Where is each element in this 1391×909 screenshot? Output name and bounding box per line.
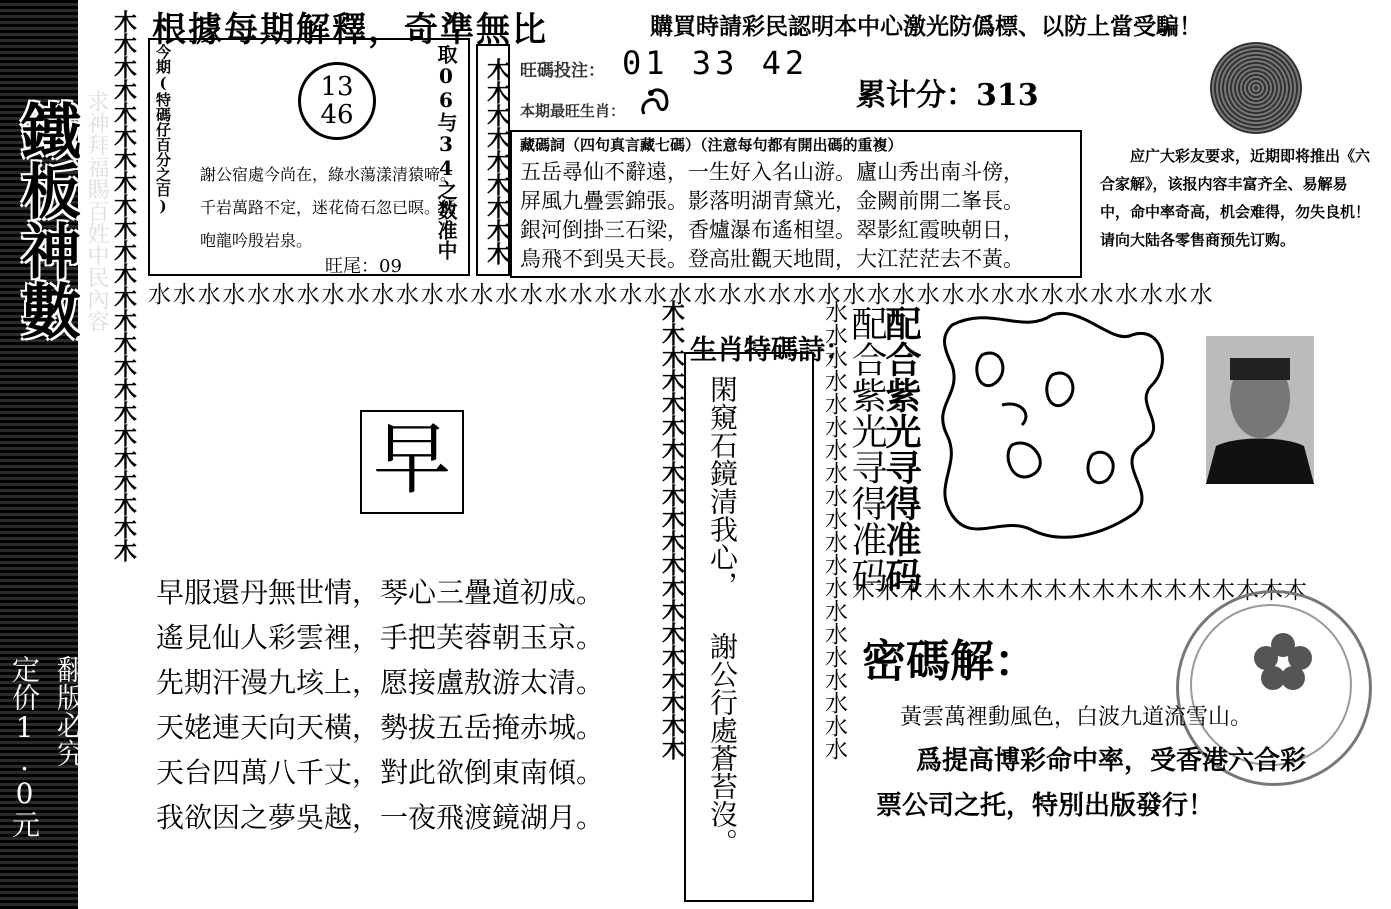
hidden-verse-line: 屏風九疊雲錦張。影落明湖青黛光，金闕前開二峯長。 (520, 189, 1024, 213)
wood-column-mid: 木木木木木木木木木 (476, 44, 510, 276)
hidden-verse-line: 銀河倒掛三石梁，香爐瀑布遙相望。翠影紅霞映朝日， (520, 218, 1024, 242)
poem-line: 天台四萬八千丈，對此欲倒東南傾。 (156, 756, 605, 789)
advertisement-text: 应广大彩友要求，近期即将推出《六合家解》，该报内容丰富齐全、易解易中，命中率奇高，机会难得，勿失良机！请向大陆各零售商预先订购。 (1100, 147, 1371, 249)
squiggle-map-image (932, 305, 1182, 560)
code-label: 旺碼投注： (520, 61, 605, 81)
header-slogan: 根據每期解釋，奇準無比 (152, 10, 548, 50)
code-numbers: 01 33 42 (622, 44, 809, 82)
laser-seal-image (1210, 42, 1302, 134)
hidden-code-title: 藏碼詞（四句真言藏七碼）（注意每句都有開出碼的重複） (520, 136, 903, 154)
poem-line: 我欲因之夢吳越，一夜飛渡鏡湖月。 (156, 801, 605, 834)
zodiac-label: 本期最旺生肖： (520, 102, 626, 120)
zodiac-poem-title: 生肖特碼詩： (690, 335, 852, 366)
purple-light-hint-2: 配合紫光寻得准码 (880, 305, 922, 593)
poem-line: 早服還丹無世情，琴心三疊道初成。 (156, 576, 605, 609)
zodiac-poem (700, 375, 744, 856)
poem-line: 先期汗漫九垓上，愿接盧敖游太清。 (156, 666, 605, 699)
zodiac-poem-col1: 閑窺石鏡清我心， (706, 375, 739, 599)
circle-number-bottom: 46 (320, 100, 354, 130)
secret-code-title: 密碼解： (862, 636, 1038, 687)
hidden-verse-line: 五岳尋仙不辭遠，一生好入名山游。廬山秀出南斗傍， (520, 160, 1024, 184)
banner-title: 鐵板神數 (11, 100, 81, 340)
main-poem (156, 570, 656, 840)
poem-line: 天姥連天向天橫，勢拔五岳掩赤城。 (156, 711, 605, 744)
header-warning: 購買時請彩民認明本中心激光防僞標、以防上當受騙！ (650, 14, 1202, 40)
circle-number-top: 13 (320, 72, 354, 102)
secret-code-verse: 黃雲萬裡動風色，白波九道流雪山。 (900, 705, 1253, 730)
publish-statement-1: 爲提高博彩命中率，受香港六合彩 (916, 746, 1307, 776)
total-score: 累计分：313 (856, 78, 1039, 113)
wood-column-left: 木木木木木木木木木木木木木木木木木木木木木木木木 (110, 10, 137, 562)
zodiac-poem-col2: 謝公行處蒼苔沒。 (706, 632, 739, 856)
price-label: 定价1.0元 (8, 655, 41, 838)
banner-subtitle: 求神拜福賜百姓中民內容 (84, 90, 109, 332)
water-row-top: 水水水水水水水水水水水水水水水水水水水水水水水水水水水水水水水水水水水水水水水水水水水 (148, 282, 1215, 308)
top-left-poem: 謝公宿處今尚在，綠水蕩漾清猿啼。千岩萬路不定，迷花倚石忽已暝。熊咆龍吟殷岩泉。 (200, 165, 457, 250)
snake-icon (636, 84, 676, 124)
special-code-label: 今期(特碼仔百分之百) (154, 44, 172, 215)
big-character-box: 早 (360, 410, 464, 514)
water-column: 水水水水水水水水水水水水水水水水水水水水 (821, 300, 847, 760)
lucky-tail: 旺尾：09 (325, 256, 402, 277)
person-photo (1206, 336, 1314, 484)
poem-line: 遙見仙人彩雲裡，手把芙蓉朝玉京。 (156, 621, 605, 654)
copyright-label: 翻版必究 (53, 655, 86, 767)
hidden-verse-line: 鳥飛不到吳天長。登高壯觀天地間，大江茫茫去不黃。 (520, 247, 1024, 271)
wood-row: 木木木木木木木木木木木木木木木木木木木 (852, 578, 1308, 604)
purple-light-hint-1: 配合紫光寻得准码 (846, 305, 887, 593)
hidden-code-verses (520, 158, 1080, 274)
wood-column-center: 木木木木木木木木木木木木木木木木木木木木 (658, 300, 685, 760)
publish-statement-2: 票公司之托，特別出版發行！ (876, 791, 1215, 821)
pick-number-vertical: 取06与34之数准中 (434, 44, 458, 260)
special-number-circle (298, 62, 376, 140)
